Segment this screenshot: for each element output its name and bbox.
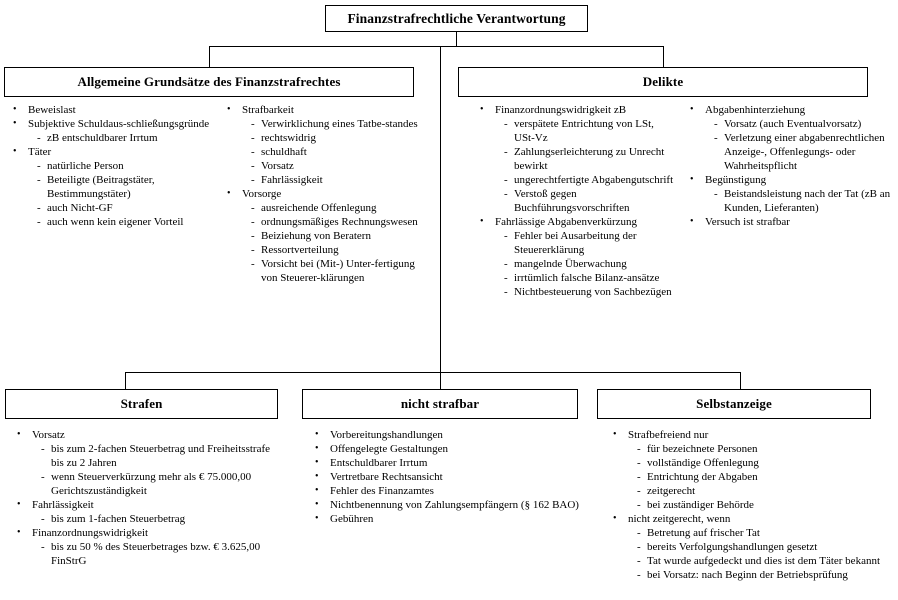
bullet-icon: • [13, 118, 17, 129]
sub-item [12, 470, 284, 498]
sub-item [12, 540, 284, 568]
bullet-item [8, 145, 220, 159]
list-item-text: Offengelegte Gestaltungen [330, 443, 449, 455]
bullet-icon: • [480, 104, 484, 115]
dash-icon: - [41, 513, 45, 525]
sub-item [608, 498, 895, 512]
bullet-item [310, 498, 586, 512]
bullet-icon: • [690, 216, 694, 227]
dash-icon: - [637, 499, 641, 511]
dash-icon: - [37, 174, 41, 186]
section-grundsaetze-header [4, 67, 414, 97]
list-item-text: Betretung auf frischer Tat [647, 527, 760, 539]
list-item-text: Subjektive Schuldaus-schließungsgründe [28, 118, 210, 130]
selbstanzeige-list [608, 428, 895, 582]
dash-icon: - [504, 272, 508, 284]
dash-icon: - [504, 146, 508, 158]
sub-item [475, 257, 677, 271]
connector-line [209, 46, 210, 67]
list-item-text: bis zum 1-fachen Steuerbetrag [51, 513, 186, 525]
sub-item [222, 159, 427, 173]
dash-icon: - [637, 457, 641, 469]
list-item-text: rechtswidrig [261, 132, 316, 144]
bullet-icon: • [17, 429, 21, 440]
sub-item [475, 271, 677, 285]
dash-icon: - [504, 174, 508, 186]
bullet-icon: • [480, 216, 484, 227]
list-item-text: Tat wurde aufgedeckt und dies ist dem Täter bekannt [647, 555, 881, 567]
list-item-text: Vorsatz [32, 429, 65, 441]
connector-line [125, 372, 741, 373]
list-item-text: Finanzordnungswidrigkeit [32, 527, 149, 539]
bullet-item [685, 215, 893, 229]
connector-line [440, 46, 441, 372]
bullet-icon: • [613, 429, 617, 440]
connector-line [740, 372, 741, 389]
sub-item [222, 201, 427, 215]
list-item-text: bis zum 2-fachen Steuerbetrag und Freiheitsstrafe bis zu 2 Jahren [51, 443, 271, 469]
connector-line [209, 46, 664, 47]
list-item-text: natürliche Person [47, 160, 124, 172]
connector-line [125, 372, 126, 389]
delikte-column-1 [475, 103, 677, 299]
sub-item [475, 117, 677, 145]
dash-icon: - [251, 216, 255, 228]
bullet-icon: • [13, 146, 17, 157]
dash-icon: - [37, 132, 41, 144]
sub-item [475, 173, 677, 187]
sub-item [222, 131, 427, 145]
dash-icon: - [37, 202, 41, 214]
bullet-icon: • [315, 457, 319, 468]
dash-icon: - [637, 541, 641, 553]
bullet-item [475, 103, 677, 117]
list-item-text: Fahrlässigkeit [261, 174, 323, 186]
bullet-item [222, 187, 427, 201]
sub-item [608, 470, 895, 484]
dash-icon: - [41, 541, 45, 553]
sub-item [222, 257, 427, 285]
dash-icon: - [504, 258, 508, 270]
sub-item [8, 201, 220, 215]
connector-line [456, 32, 457, 46]
section-delikte-header [458, 67, 868, 97]
list-item-text: auch Nicht-GF [47, 202, 113, 214]
dash-icon: - [637, 471, 641, 483]
list-item-text: Vertretbare Rechtsansicht [330, 471, 443, 483]
list-item-text: Vorsatz (auch Eventualvorsatz) [724, 118, 862, 130]
list-item-text: Beweislast [28, 104, 76, 116]
sub-item [475, 145, 677, 173]
sub-item [608, 540, 895, 554]
dash-icon: - [37, 160, 41, 172]
bullet-icon: • [227, 104, 231, 115]
list-item-text: ungerechtfertigte Abgabengutschrift [514, 174, 674, 186]
bullet-icon: • [315, 499, 319, 510]
dash-icon: - [251, 160, 255, 172]
list-item-text: bis zu 50 % des Steuerbetrages bzw. € 3.625,00 FinStrG [51, 541, 261, 567]
sub-item [222, 117, 427, 131]
root-title: Finanzstrafrechtliche Verantwortung [347, 10, 566, 26]
sub-item [608, 456, 895, 470]
list-item-text: vollständige Offenlegung [647, 457, 759, 469]
list-item-text: Täter [28, 146, 52, 158]
delikte-column-2 [685, 103, 893, 229]
dash-icon: - [504, 118, 508, 130]
list-item-text: Vorsicht bei (Mit-) Unter-fertigung von Steuerer-klärungen [261, 258, 415, 284]
section-selbstanzeige-title: Selbstanzeige [696, 396, 772, 411]
list-item-text: Beiziehung von Beratern [261, 230, 371, 242]
sub-item [475, 285, 677, 299]
sub-item [475, 229, 677, 257]
bullet-icon: • [315, 429, 319, 440]
sub-item [222, 145, 427, 159]
bullet-item [608, 428, 895, 442]
dash-icon: - [41, 471, 45, 483]
dash-icon: - [251, 174, 255, 186]
list-item-text: Abgabenhinterziehung [705, 104, 806, 116]
bullet-item [12, 428, 284, 442]
dash-icon: - [637, 555, 641, 567]
sub-item [8, 173, 220, 201]
sub-item [608, 484, 895, 498]
list-item-text: Vorsatz [261, 160, 294, 172]
section-grundsaetze-title: Allgemeine Grundsätze des Finanzstrafrechtes [77, 74, 341, 89]
dash-icon: - [37, 216, 41, 228]
bullet-icon: • [227, 188, 231, 199]
sub-item [222, 215, 427, 229]
dash-icon: - [714, 188, 718, 200]
list-item-text: Vorbereitungshandlungen [330, 429, 443, 441]
list-item-text: Verwirklichung eines Tatbe-standes [261, 118, 418, 130]
list-item-text: Begünstigung [705, 174, 767, 186]
dash-icon: - [637, 485, 641, 497]
list-item-text: Vorsorge [242, 188, 282, 200]
dash-icon: - [41, 443, 45, 455]
sub-item [608, 554, 895, 568]
connector-line [440, 372, 441, 389]
dash-icon: - [714, 132, 718, 144]
bullet-icon: • [613, 513, 617, 524]
sub-item [685, 131, 893, 173]
dash-icon: - [251, 244, 255, 256]
section-nicht-strafbar-title: nicht strafbar [400, 396, 480, 411]
connector-line [663, 46, 664, 67]
list-item-text: für bezeichnete Personen [647, 443, 758, 455]
list-item-text: Fahrlässige Abgabenverkürzung [495, 216, 638, 228]
bullet-item [222, 103, 427, 117]
strafen-list [12, 428, 284, 568]
dash-icon: - [637, 443, 641, 455]
dash-icon: - [251, 118, 255, 130]
dash-icon: - [714, 118, 718, 130]
list-item-text: irrtümlich falsche Bilanz-ansätze [514, 272, 660, 284]
list-item-text: bei zuständiger Behörde [647, 499, 754, 511]
list-item-text: Nichtbenennung von Zahlungsempfängern (§ 162 BAO) [330, 499, 579, 511]
sub-item [475, 187, 677, 215]
sub-item [608, 442, 895, 456]
bullet-item [475, 215, 677, 229]
list-item-text: Zahlungserleichterung zu Unrecht bewirkt [514, 146, 665, 172]
bullet-item [310, 484, 586, 498]
bullet-item [310, 512, 586, 526]
list-item-text: Strafbarkeit [242, 104, 294, 116]
list-item-text: ordnungsmäßiges Rechnungswesen [261, 216, 418, 228]
list-item-text: Finanzordnungswidrigkeit zB [495, 104, 627, 116]
bullet-item [310, 442, 586, 456]
dash-icon: - [251, 132, 255, 144]
bullet-item [608, 512, 895, 526]
list-item-text: Entrichtung der Abgaben [647, 471, 758, 483]
bullet-item [8, 103, 220, 117]
list-item-text: Fahrlässigkeit [32, 499, 94, 511]
sub-item [8, 131, 220, 145]
list-item-text: mangelnde Überwachung [514, 258, 627, 270]
bullet-icon: • [315, 471, 319, 482]
list-item-text: Versuch ist strafbar [705, 216, 790, 228]
section-strafen-header [5, 389, 278, 419]
dash-icon: - [504, 230, 508, 242]
bullet-icon: • [17, 499, 21, 510]
list-item-text: bereits Verfolgungshandlungen gesetzt [647, 541, 818, 553]
list-item-text: Ressortverteilung [261, 244, 339, 256]
list-item-text: schuldhaft [261, 146, 307, 158]
list-item-text: auch wenn kein eigener Vorteil [47, 216, 184, 228]
grundsaetze-column-2 [222, 103, 427, 285]
section-nicht-strafbar-header [302, 389, 578, 419]
list-item-text: Nichtbesteuerung von Sachbezügen [514, 286, 672, 298]
bullet-item [8, 117, 220, 131]
sub-item [685, 187, 893, 215]
section-selbstanzeige-header [597, 389, 871, 419]
sub-item [608, 568, 895, 582]
bullet-item [310, 456, 586, 470]
bullet-icon: • [315, 485, 319, 496]
sub-item [8, 215, 220, 229]
sub-item [222, 173, 427, 187]
list-item-text: wenn Steuerverkürzung mehr als € 75.000,00 Gerichtszuständigkeit [51, 471, 252, 497]
list-item-text: ausreichende Offenlegung [261, 202, 377, 214]
list-item-text: Entschuldbarer Irrtum [330, 457, 428, 469]
list-item-text: zeitgerecht [647, 485, 696, 497]
section-strafen-title: Strafen [120, 396, 163, 411]
dash-icon: - [637, 527, 641, 539]
sub-item [608, 526, 895, 540]
root-node [325, 5, 588, 32]
list-item-text: bei Vorsatz: nach Beginn der Betriebsprüfung [647, 569, 848, 581]
sub-item [12, 512, 284, 526]
dash-icon: - [637, 569, 641, 581]
list-item-text: Fehler bei Ausarbeitung der Steuererklärung [514, 230, 637, 256]
bullet-icon: • [13, 104, 17, 115]
bullet-item [12, 526, 284, 540]
bullet-item [12, 498, 284, 512]
list-item-text: Fehler des Finanzamtes [330, 485, 434, 497]
list-item-text: Verstoß gegen Buchführungsvorschriften [514, 188, 630, 214]
list-item-text: zB entschuldbarer Irrtum [47, 132, 158, 144]
dash-icon: - [504, 286, 508, 298]
nicht-strafbar-list [310, 428, 586, 526]
bullet-item [685, 173, 893, 187]
dash-icon: - [251, 146, 255, 158]
sub-item [685, 117, 893, 131]
dash-icon: - [504, 188, 508, 200]
bullet-icon: • [690, 104, 694, 115]
bullet-icon: • [17, 527, 21, 538]
list-item-text: Beistandsleistung nach der Tat (zB an Kunden, Lieferanten) [724, 188, 891, 214]
bullet-icon: • [690, 174, 694, 185]
list-item-text: Strafbefreiend nur [628, 429, 709, 441]
bullet-icon: • [315, 443, 319, 454]
dash-icon: - [251, 202, 255, 214]
sub-item [222, 243, 427, 257]
dash-icon: - [251, 258, 255, 270]
bullet-item [310, 428, 586, 442]
list-item-text: Verletzung einer abgabenrechtlichen Anzeige-, Offenlegungs- oder Wahrheitspflicht [724, 132, 885, 172]
bullet-item [310, 470, 586, 484]
list-item-text: Beteiligte (Beitragstäter, Bestimmungstäter) [47, 174, 155, 200]
list-item-text: nicht zeitgerecht, wenn [628, 513, 731, 525]
list-item-text: verspätete Entrichtung von LSt, USt-Vz [514, 118, 654, 144]
list-item-text: Gebühren [330, 513, 374, 525]
section-delikte-title: Delikte [642, 74, 684, 89]
bullet-item [685, 103, 893, 117]
grundsaetze-column-1 [8, 103, 220, 229]
dash-icon: - [251, 230, 255, 242]
sub-item [222, 229, 427, 243]
sub-item [8, 159, 220, 173]
bullet-icon: • [315, 513, 319, 524]
sub-item [12, 442, 284, 470]
